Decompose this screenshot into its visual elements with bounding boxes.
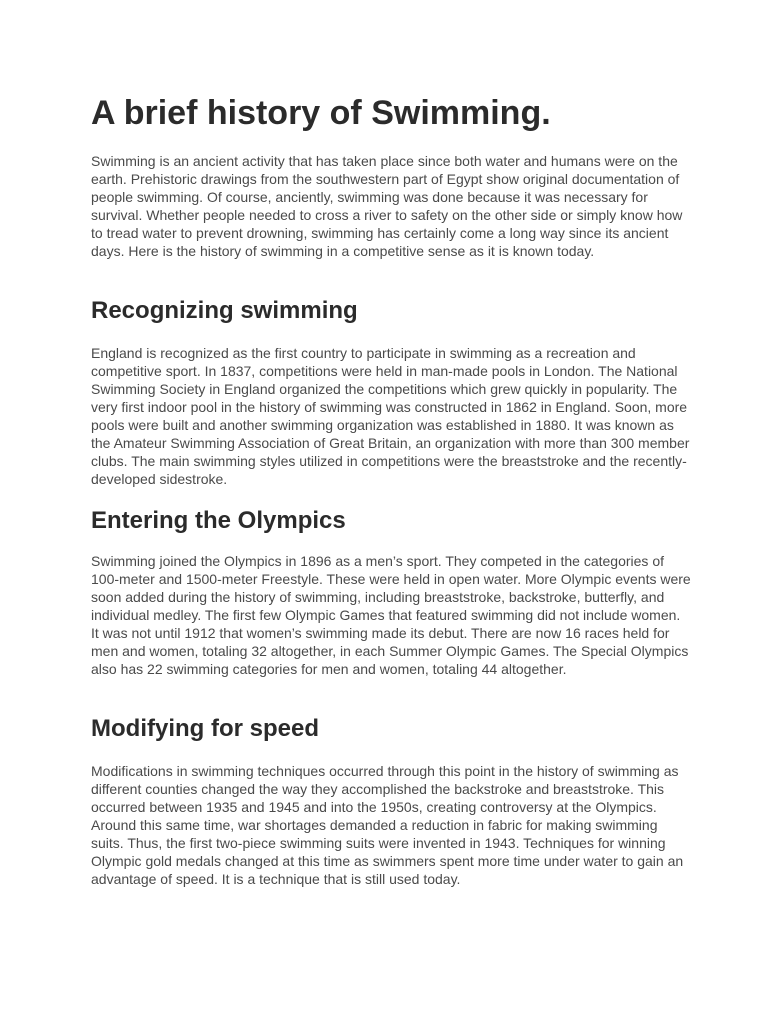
intro-paragraph: Swimming is an ancient activity that has taken place since both water and humans were on the earth. Prehistoric drawings from the southwestern part of Egypt show original documentation of people swimming. Of course, anciently, swimming was done because it was necessary for survival. Whether people needed to cross a river to safety on the other side or simply know how to tread water to prevent drowning, swimming has certainly come a long way since its ancient days. Here is the history of swimming in a competitive sense as it is known today.	[91, 153, 683, 259]
section-paragraph-recognizing-swimming: England is recognized as the first country to participate in swimming as a recreation and competitive sport. In 1837, competitions were held in man-made pools in London. The National Swimming Society in England organized the competitions which grew quickly in popularity. The very first indoor pool in the history of swimming was constructed in 1862 in England. Soon, more pools were built and another swimming organization was established in 1880. It was known as the Amateur Swimming Association of Great Britain, an organization with more than 300 member clubs. The main swimming styles utilized in competitions were the breaststroke and the recently-developed sidestroke.	[91, 345, 690, 487]
section-heading-recognizing-swimming: Recognizing swimming	[91, 297, 358, 324]
section-paragraph-entering-the-olympics: Swimming joined the Olympics in 1896 as a men’s sport. They competed in the categories of 100-meter and 1500-meter Freestyle. These were held in open water. More Olympic events were soon added during the history of swimming, including breaststroke, backstroke, butterfly, and individual medley. The first few Olympic Games that featured swimming did not include women. It was not until 1912 that women’s swimming made its debut. There are now 16 races held for men and women, totaling 32 altogether, in each Summer Olympic Games. The Special Olympics also has 22 swimming categories for men and women, totaling 44 altogether.	[91, 553, 691, 677]
section-heading-modifying-for-speed: Modifying for speed	[91, 715, 319, 742]
section-paragraph-modifying-for-speed: Modifications in swimming techniques occurred through this point in the history of swimming as different counties changed the way they accomplished the backstroke and breaststroke. This occurred between 1935 and 1945 and into the 1950s, creating controversy at the Olympics. Around this same time, war shortages demanded a reduction in fabric for making swimming suits. Thus, the first two-piece swimming suits were invented in 1943. Techniques for winning Olympic gold medals changed at this time as swimmers spent more time under water to gain an advantage of speed. It is a technique that is still used today.	[91, 763, 684, 887]
document-title: A brief history of Swimming.	[91, 94, 551, 132]
section-heading-entering-the-olympics: Entering the Olympics	[91, 507, 346, 534]
